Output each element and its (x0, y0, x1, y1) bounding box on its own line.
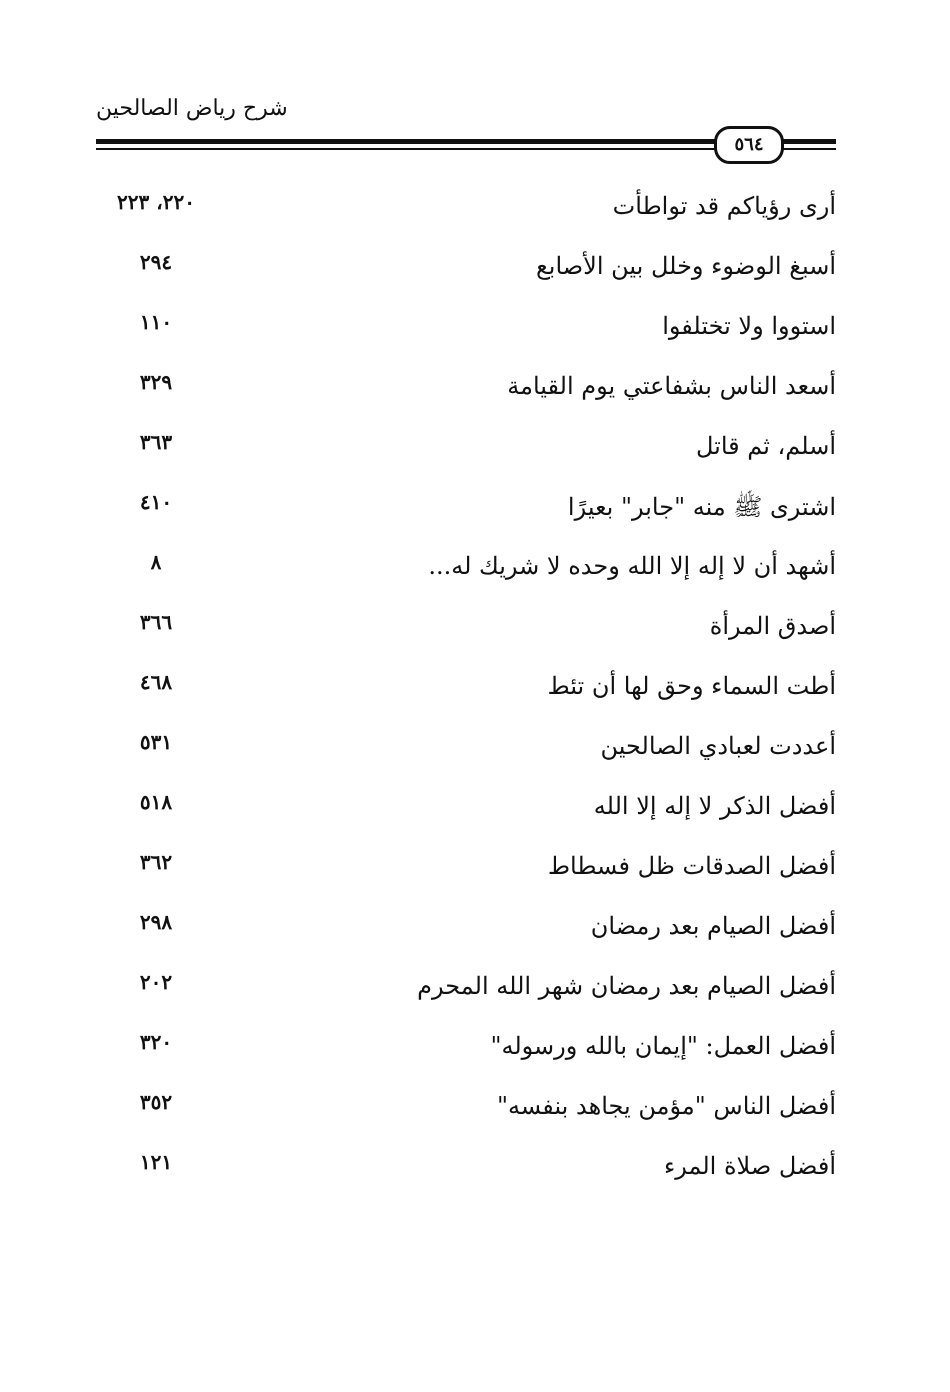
index-entry (96, 1138, 836, 1198)
index-entry (96, 658, 836, 718)
index-entry (96, 958, 836, 1018)
index-entry (96, 1018, 836, 1078)
index-entry (96, 178, 836, 238)
index-entry (96, 418, 836, 478)
index-entry (96, 898, 836, 958)
index-entry (96, 1078, 836, 1138)
index-entry (96, 538, 836, 598)
index-entry (96, 238, 836, 298)
page-number-badge: ٥٦٤ (714, 126, 784, 164)
index-entry (96, 358, 836, 418)
entry-title: أفضل صلاة المرء (663, 1152, 836, 1180)
entry-page-number: ٣٥٢ (139, 1090, 173, 1114)
entry-page-number: ٤١٠ (139, 490, 173, 514)
entry-title: أشهد أن لا إله إلا الله وحده لا شريك له... (428, 552, 836, 580)
index-entry (96, 778, 836, 838)
entry-page-number: ٢٢٠، ٢٢٣ (117, 190, 195, 214)
entry-title: أصدق المرأة (709, 612, 836, 640)
entry-title: أفضل الصيام بعد رمضان شهر الله المحرم (417, 972, 836, 1000)
entry-title: أفضل الناس "مؤمن يجاهد بنفسه" (496, 1092, 836, 1120)
entry-title: أفضل الصدقات ظل فسطاط (547, 852, 836, 880)
running-head-title: شرح رياض الصالحين (96, 96, 288, 121)
entry-page-number: ١٢١ (139, 1150, 173, 1174)
entry-page-number: ٣٦٣ (139, 430, 173, 454)
entry-page-number: ٥١٨ (139, 790, 173, 814)
entry-page-number: ٥٣١ (139, 730, 173, 754)
entry-title: أسبغ الوضوء وخلل بين الأصابع (536, 252, 836, 280)
index-entry (96, 838, 836, 898)
entry-page-number: ٣٢٠ (139, 1030, 173, 1054)
entry-page-number: ٣٢٩ (139, 370, 173, 394)
entry-title: أعددت لعبادي الصالحين (600, 732, 836, 760)
entry-title: استووا ولا تختلفوا (662, 312, 836, 340)
index-entry (96, 718, 836, 778)
entry-page-number: ٢٩٨ (139, 910, 173, 934)
entry-title: اشترى ﷺ منه "جابر" بعيرًا (567, 493, 836, 521)
index-entry (96, 598, 836, 658)
entry-page-number: ١١٠ (139, 310, 173, 334)
index-entry (96, 298, 836, 358)
entry-title: أسعد الناس بشفاعتي يوم القيامة (507, 372, 836, 400)
entry-title: أسلم، ثم قاتل (696, 432, 836, 460)
entry-title: أفضل العمل: "إيمان بالله ورسوله" (490, 1032, 836, 1060)
entry-page-number: ٣٦٢ (139, 850, 173, 874)
entry-title: أرى رؤياكم قد تواطأت (612, 192, 836, 220)
entry-title: أفضل الذكر لا إله إلا الله (593, 792, 836, 820)
entry-page-number: ٣٦٦ (139, 610, 173, 634)
entry-page-number: ٤٦٨ (139, 670, 173, 694)
entry-page-number: ٢٠٢ (139, 970, 173, 994)
entry-title: أفضل الصيام بعد رمضان (590, 912, 836, 940)
entry-page-number: ٢٩٤ (139, 250, 173, 274)
index-list (96, 178, 836, 1198)
entry-page-number: ٨ (150, 550, 162, 574)
entry-title: أطت السماء وحق لها أن تئط (547, 672, 836, 700)
index-entry (96, 478, 836, 538)
